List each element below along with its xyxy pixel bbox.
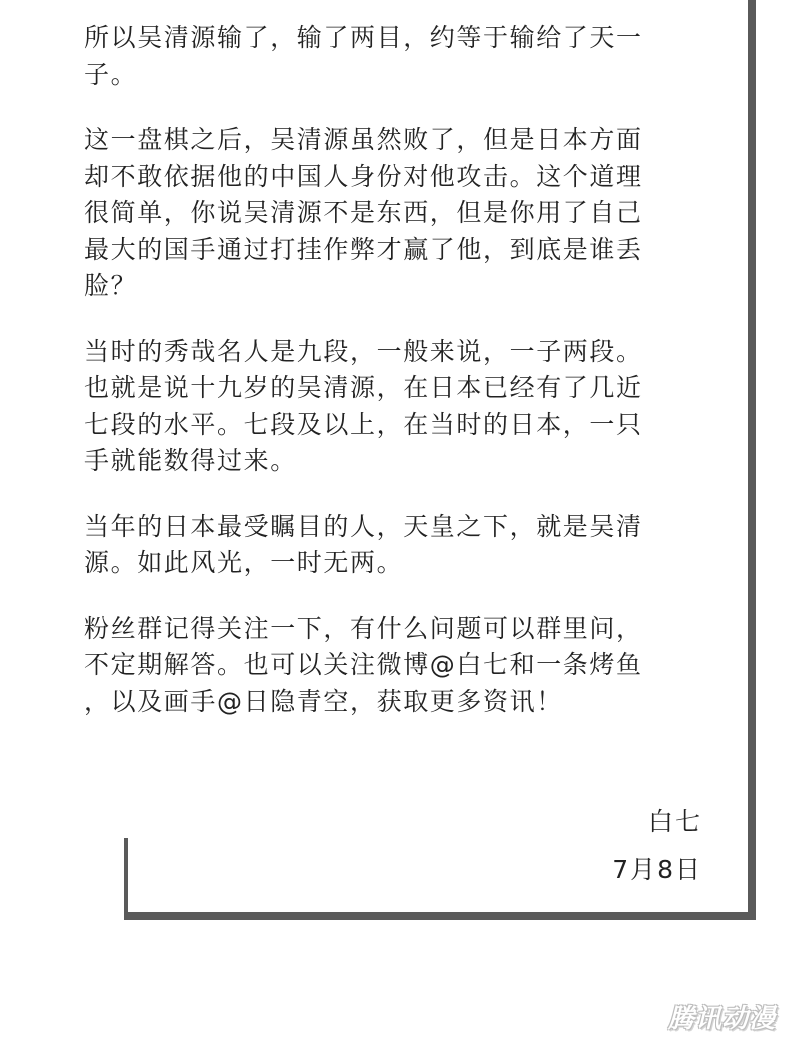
text-line: 粉丝群记得关注一下，有什么问题可以群里问，: [84, 613, 643, 643]
text-line: 子。: [84, 59, 138, 89]
paragraph-aftermath: [84, 122, 720, 305]
text-line: 手就能数得过来。: [84, 446, 297, 475]
text-line: 脸？: [84, 271, 138, 300]
frame-border-left: [124, 838, 128, 920]
paragraph-fan-group: [84, 611, 720, 721]
text-line: 当年的日本最受瞩目的人，天皇之下，就是吴清: [84, 511, 643, 541]
text-line: 这一盘棋之后，吴清源虽然败了，但是日本方面: [84, 125, 643, 154]
text-line: 也就是说十九岁的吴清源，在日本已经有了几近: [84, 373, 643, 402]
text-line: ，以及画手@日隐青空，获取更多资讯！: [84, 686, 563, 716]
text-line: 不定期解答。也可以关注微博@白七和一条烤鱼: [84, 650, 643, 679]
signature-date: 7月8日: [612, 855, 702, 884]
text-line: 最大的国手通过打挂作弊才赢了他，到底是谁丢: [84, 234, 643, 264]
article-body: [84, 20, 720, 749]
signature-author: 白七: [647, 807, 702, 836]
text-line: 很简单，你说吴清源不是东西，但是你用了自己: [84, 198, 643, 227]
text-line: 却不敢依据他的中国人身份对他攻击。这个道理: [84, 161, 643, 191]
frame-border-right: [748, 0, 756, 920]
frame-border-bottom: [124, 912, 756, 920]
paragraph-result: [84, 20, 720, 93]
text-line: 源。如此风光，一时无两。: [84, 548, 404, 577]
text-line: 当时的秀哉名人是九段，一般来说，一子两段。: [84, 336, 643, 366]
watermark-logo: 腾讯动漫: [667, 1004, 776, 1034]
text-line: 所以吴清源输了，输了两目，约等于输给了天一: [84, 23, 643, 52]
paragraph-ranking: [84, 334, 720, 480]
paragraph-fame: [84, 509, 720, 582]
text-line: 七段的水平。七段及以上，在当时的日本，一只: [84, 409, 643, 439]
